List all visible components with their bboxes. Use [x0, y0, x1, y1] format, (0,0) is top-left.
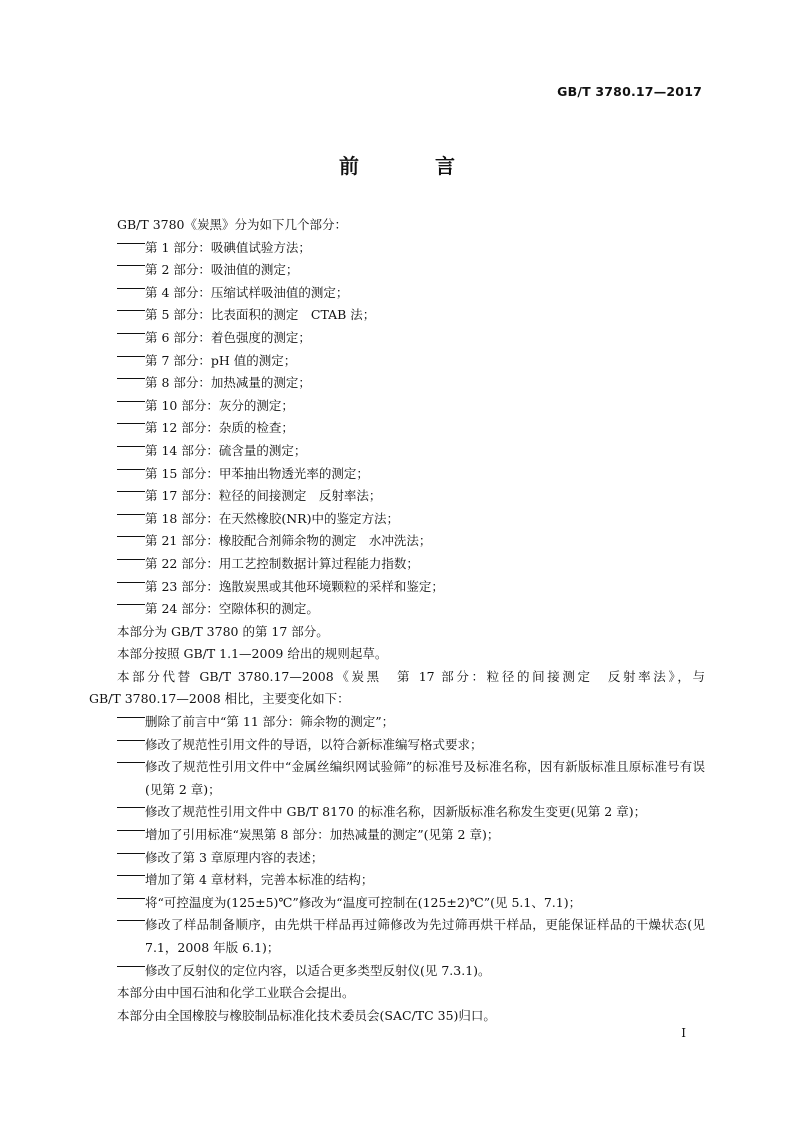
- committee-paragraph: 本部分由全国橡胶与橡胶制品标准化技术委员会(SAC/TC 35)归口。: [117, 1007, 496, 1023]
- list-item: 第 23 部分：逸散炭黑或其他环境颗粒的采样和鉴定；: [89, 576, 705, 599]
- dash-mark: [117, 892, 145, 905]
- proposer-paragraph: 本部分由中国石油和化学工业联合会提出。: [117, 985, 355, 1001]
- page-title: 前 言: [339, 154, 483, 178]
- list-item: 第 4 部分：压缩试样吸油值的测定；: [89, 282, 705, 305]
- dash-mark: [117, 711, 145, 724]
- list-item: 修改了样品制备顺序，由先烘干样品再过筛修改为先过筛再烘干样品，更能保证样品的干燥状态(见 7.1，2008 年版 6.1)；: [89, 914, 705, 959]
- dash-mark: [117, 801, 145, 814]
- list-item: 第 15 部分：甲苯抽出物透光率的测定；: [89, 463, 705, 486]
- list-item: 第 24 部分：空隙体积的测定。: [89, 598, 705, 621]
- list-item: 第 18 部分：在天然橡胶(NR)中的鉴定方法；: [89, 508, 705, 531]
- list-item: 修改了规范性引用文件中 GB/T 8170 的标准名称，因新版标准名称发生变更(见第 2 章)；: [89, 801, 705, 824]
- standard-code: GB/T 3780.17—2017: [557, 84, 702, 99]
- dash-mark: [117, 960, 145, 973]
- list-item: 第 21 部分：橡胶配合剂筛余物的测定 水冲洗法；: [89, 530, 705, 553]
- dash-mark: [117, 327, 145, 340]
- dash-mark: [117, 395, 145, 408]
- list-item: 增加了引用标准“炭黑第 8 部分：加热减量的测定”(见第 2 章)；: [89, 824, 705, 847]
- drafting-rules-paragraph: 本部分按照 GB/T 1.1—2009 给出的规则起草。: [117, 646, 388, 662]
- list-item: 将“可控温度为(125±5)℃”修改为“温度可控制在(125±2)℃”(见 5.1、7.1)；: [89, 892, 705, 915]
- dash-mark: [117, 350, 145, 363]
- list-item: 第 22 部分：用工艺控制数据计算过程能力指数；: [89, 553, 705, 576]
- dash-mark: [117, 237, 145, 250]
- dash-mark: [117, 847, 145, 860]
- list-item: 第 12 部分：杂质的检查；: [89, 417, 705, 440]
- list-item: 第 8 部分：加热减量的测定；: [89, 372, 705, 395]
- dash-mark: [117, 756, 145, 769]
- dash-mark: [117, 463, 145, 476]
- dash-mark: [117, 734, 145, 747]
- dash-mark: [117, 372, 145, 385]
- list-item: 第 17 部分：粒径的间接测定 反射率法；: [89, 485, 705, 508]
- dash-mark: [117, 824, 145, 837]
- dash-mark: [117, 304, 145, 317]
- list-item: 修改了规范性引用文件的导语，以符合新标准编写格式要求；: [89, 734, 705, 757]
- list-item: 修改了反射仪的定位内容，以适合更多类型反射仪(见 7.3.1)。: [89, 960, 705, 983]
- parts-list: [89, 237, 705, 621]
- dash-mark: [117, 485, 145, 498]
- replacement-paragraph-line2: GB/T 3780.17—2008 相比，主要变化如下：: [89, 691, 350, 707]
- part-number-paragraph: 本部分为 GB/T 3780 的第 17 部分。: [117, 623, 329, 639]
- dash-mark: [117, 508, 145, 521]
- dash-mark: [117, 576, 145, 589]
- dash-mark: [117, 440, 145, 453]
- list-item: 修改了第 3 章原理内容的表述；: [89, 847, 705, 870]
- list-item: 第 2 部分：吸油值的测定；: [89, 259, 705, 282]
- list-item: 增加了第 4 章材料，完善本标准的结构；: [89, 869, 705, 892]
- foreword-body: [89, 214, 705, 1027]
- dash-mark: [117, 869, 145, 882]
- list-item: 修改了规范性引用文件中“金属丝编织网试验筛”的标准号及标准名称，因有新版标准且原标准号有误(见第 2 章)；: [89, 756, 705, 801]
- dash-mark: [117, 282, 145, 295]
- dash-mark: [117, 530, 145, 543]
- dash-mark: [117, 914, 145, 927]
- list-item: 第 10 部分：灰分的测定；: [89, 395, 705, 418]
- list-item: 第 14 部分：硫含量的测定；: [89, 440, 705, 463]
- dash-mark: [117, 417, 145, 430]
- page-number: I: [681, 1026, 686, 1040]
- intro-paragraph: GB/T 3780《炭黑》分为如下几个部分：: [117, 217, 348, 232]
- list-item: 第 6 部分：着色强度的测定；: [89, 327, 705, 350]
- replacement-paragraph-line1: 本部分代替 GB/T 3780.17—2008《炭黑 第 17 部分：粒径的间接测定 反射率法》，与: [117, 668, 705, 684]
- list-item: 第 7 部分：pH 值的测定；: [89, 350, 705, 373]
- dash-mark: [117, 553, 145, 566]
- list-item: 删除了前言中“第 11 部分：筛余物的测定”；: [89, 711, 705, 734]
- dash-mark: [117, 598, 145, 611]
- list-item: 第 1 部分：吸碘值试验方法；: [89, 237, 705, 260]
- changes-list: [89, 711, 705, 982]
- list-item: 第 5 部分：比表面积的测定 CTAB 法；: [89, 304, 705, 327]
- dash-mark: [117, 259, 145, 272]
